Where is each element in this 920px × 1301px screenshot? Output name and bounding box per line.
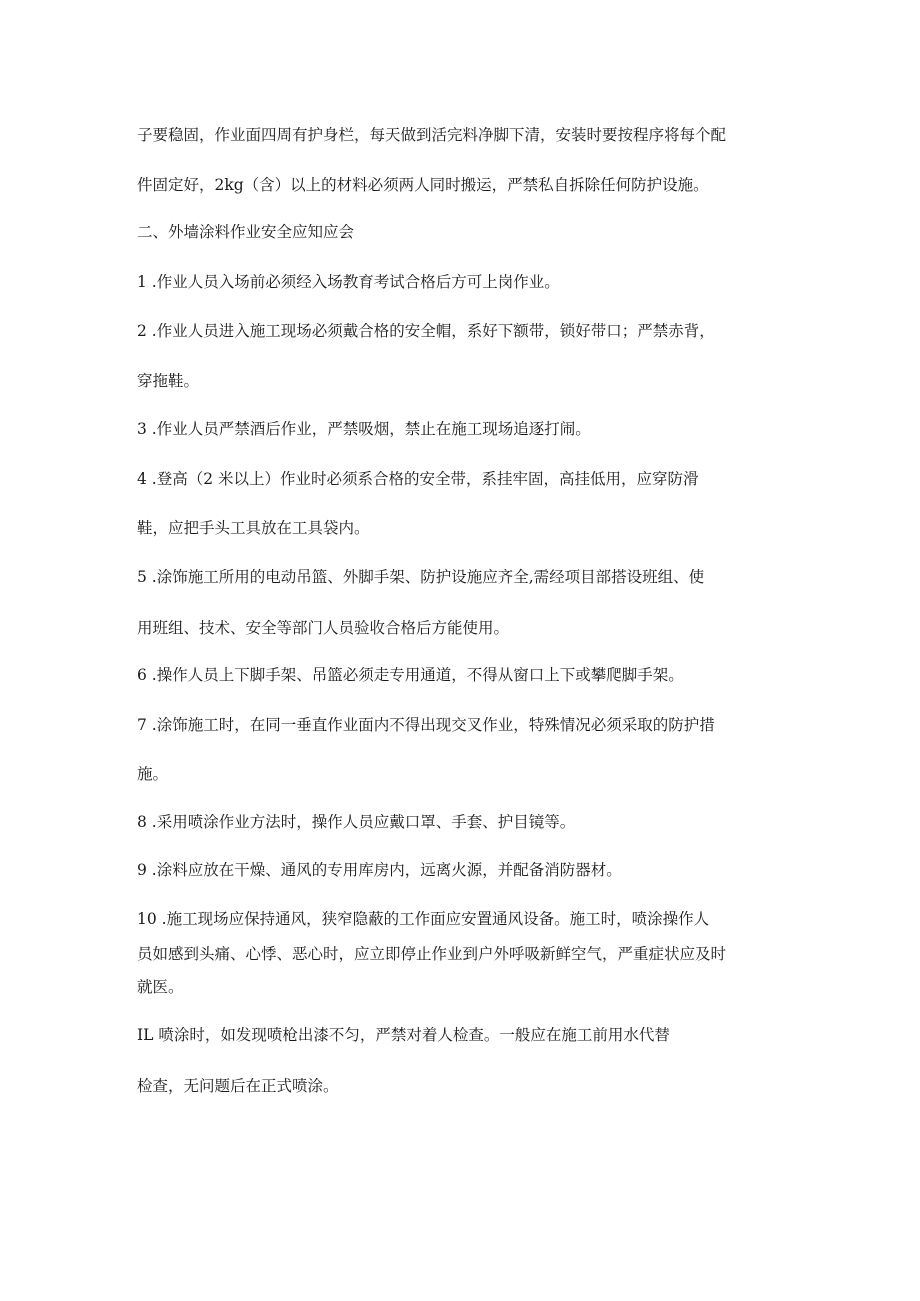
list-item: IL 喷涂时，如发现喷枪出漆不匀，严禁对着人检查。一般应在施工前用水代替 (137, 1026, 670, 1044)
list-item: 7 .涂饰施工时，在同一垂直作业面内不得出现交叉作业，特殊情况必须采取的防护措 (137, 716, 715, 734)
text-line: 就医。 (137, 978, 184, 996)
text-line: 检查，无问题后在正式喷涂。 (137, 1077, 339, 1095)
text-line: 件固定好，2kg（含）以上的材料必须两人同时搬运，严禁私自拆除任何防护设施。 (137, 176, 709, 194)
list-item: 1 .作业人员入场前必须经入场教育考试合格后方可上岗作业。 (137, 273, 560, 291)
list-item: 9 .涂料应放在干燥、通风的专用库房内，远离火源，并配备消防器材。 (137, 861, 622, 879)
text-line: 员如感到头痛、心悸、恶心时，应立即停止作业到户外呼吸新鲜空气，严重症状应及时 (137, 945, 727, 963)
text-line: 鞋，应把手头工具放在工具袋内。 (137, 519, 370, 537)
text-line: 子要稳固，作业面四周有护身栏，每天做到活完料净脚下清，安装时要按程序将每个配 (137, 126, 727, 144)
list-item: 5 .涂饰施工所用的电动吊篮、外脚手架、防护设施应齐全,需经项目部搭设班组、使 (137, 568, 705, 586)
list-item: 10 .施工现场应保持通风，狭窄隐蔽的工作面应安置通风设备。施工时，喷涂操作人 (137, 910, 710, 928)
section-heading: 二、外墙涂料作业安全应知应会 (137, 223, 355, 241)
text-line: 用班组、技术、安全等部门人员验收合格后方能使用。 (137, 619, 510, 637)
list-item: 2 .作业人员进入施工现场必须戴合格的安全帽，系好下额带，锁好带口；严禁赤背， (137, 322, 715, 340)
text-line: 施。 (137, 765, 169, 783)
list-item: 8 .采用喷涂作业方法时，操作人员应戴口罩、手套、护目镜等。 (137, 813, 576, 831)
list-item: 3 .作业人员严禁酒后作业，严禁吸烟，禁止在施工现场追逐打闹。 (137, 420, 591, 438)
list-item: 4 .登高（2 米以上）作业时必须系合格的安全带，系挂牢固，高挂低用，应穿防滑 (137, 470, 699, 488)
list-item: 6 .操作人员上下脚手架、吊篮必须走专用通道，不得从窗口上下或攀爬脚手架。 (137, 666, 684, 684)
text-line: 穿拖鞋。 (137, 372, 200, 390)
